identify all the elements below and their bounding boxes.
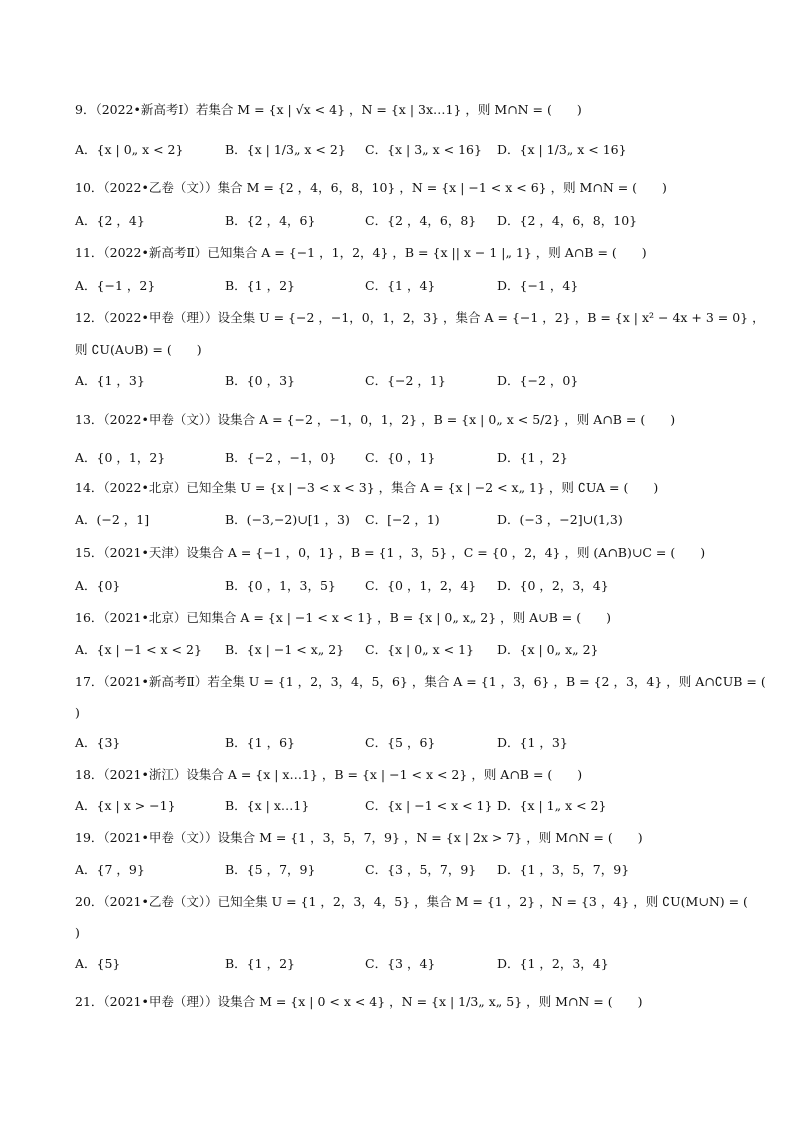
question-9-option-b: B．{x | 1/3„ x < 2}: [225, 142, 346, 157]
question-9-option-a: A．{x | 0„ x < 2}: [75, 142, 184, 157]
question-19-options: [75, 862, 754, 878]
question-20-stem: 20．（2021•乙卷（文））已知全集 U = {1 ，2，3，4，5} ，集合 M = {1 ，2} ，N = {3 ，4} ，则 ∁U(M∪N) = (: [75, 894, 748, 909]
question-21-stem: 21．（2021•甲卷（理））设集合 M = {x | 0 < x < 4} ，N = {x | 1/3„ x„ 5} ，则 M∩N = ( ): [75, 994, 643, 1009]
question-15-options: [75, 578, 754, 594]
question-20-options: [75, 956, 754, 972]
question-13-options: [75, 450, 754, 466]
question-11-option-a: A．{−1 ，2}: [75, 278, 156, 293]
question-15-stem: 15．（2021•天津）设集合 A = {−1 ，0，1} ，B = {1 ，3，5} ，C = {0 ，2，4} ，则 (A∩B)∪C = ( ): [75, 545, 706, 560]
question-20-option-d: D．{1 ，2，3，4}: [497, 956, 609, 971]
question-15-option-a: A．{0}: [75, 578, 121, 593]
question-17-option-b: B．{1 ，6}: [225, 735, 295, 750]
question-18-option-c: C．{x | −1 < x < 1}: [365, 798, 493, 813]
question-15-option-c: C．{0 ，1，2，4}: [365, 578, 477, 593]
question-19-option-a: A．{7 ，9}: [75, 862, 145, 877]
question-20-stem-continued: ): [75, 925, 80, 940]
question-11-option-c: C．{1 ，4}: [365, 278, 436, 293]
question-16-option-a: A．{x | −1 < x < 2}: [75, 642, 202, 657]
question-11-options: [75, 278, 754, 294]
question-9-stem: 9．（2022•新高考Ⅰ）若集合 M = {x | √x < 4} ，N = {x | 3x…1} ，则 M∩N = ( ): [75, 102, 582, 117]
question-20-option-c: C．{3 ，4}: [365, 956, 436, 971]
question-20-option-a: A．{5}: [75, 956, 121, 971]
question-20-option-b: B．{1 ，2}: [225, 956, 295, 971]
question-12-options: [75, 373, 754, 389]
question-14-option-c: C．[−2 ，1): [365, 512, 440, 527]
question-16-options: [75, 642, 754, 658]
question-12-option-b: B．{0 ，3}: [225, 373, 295, 388]
question-17-stem-continued: ): [75, 705, 80, 720]
question-9-options: [75, 142, 754, 158]
question-15-option-b: B．{0 ，1，3，5}: [225, 578, 336, 593]
question-14-option-b: B．(−3,−2)∪[1 ，3): [225, 512, 350, 527]
question-19-stem: 19．（2021•甲卷（文））设集合 M = {1 ，3，5，7，9} ，N = {x | 2x > 7} ，则 M∩N = ( ): [75, 830, 643, 845]
question-11-option-b: B．{1 ，2}: [225, 278, 295, 293]
question-13-option-a: A．{0 ，1，2}: [75, 450, 166, 465]
question-15-option-d: D．{0 ，2，3，4}: [497, 578, 609, 593]
question-13-stem: 13．（2022•甲卷（文））设集合 A = {−2 ，−1，0，1，2} ，B = {x | 0„ x < 5/2} ，则 A∩B = ( ): [75, 412, 676, 427]
question-13-option-b: B．{−2 ，−1，0}: [225, 450, 337, 465]
question-11-stem: 11．（2022•新高考Ⅱ）已知集合 A = {−1 ，1，2，4} ，B = {x || x − 1 |„ 1} ，则 A∩B = ( ): [75, 245, 647, 260]
question-13-option-d: D．{1 ，2}: [497, 450, 568, 465]
question-10-option-b: B．{2 ，4，6}: [225, 213, 316, 228]
question-18-option-d: D．{x | 1„ x < 2}: [497, 798, 607, 813]
question-16-stem: 16．（2021•北京）已知集合 A = {x | −1 < x < 1} ，B = {x | 0„ x„ 2} ，则 A∪B = ( ): [75, 610, 611, 625]
question-13-option-c: C．{0 ，1}: [365, 450, 436, 465]
question-12-option-d: D．{−2 ，0}: [497, 373, 579, 388]
question-16-option-c: C．{x | 0„ x < 1}: [365, 642, 475, 657]
question-11-option-d: D．{−1 ，4}: [497, 278, 579, 293]
question-14-stem: 14．（2022•北京）已知全集 U = {x | −3 < x < 3} ，集合 A = {x | −2 < x„ 1} ，则 ∁UA = ( ): [75, 480, 659, 495]
question-10-stem: 10．（2022•乙卷（文））集合 M = {2 ，4，6，8，10} ，N = {x | −1 < x < 6} ，则 M∩N = ( ): [75, 180, 667, 195]
question-12-option-a: A．{1 ，3}: [75, 373, 145, 388]
question-12-stem-continued: 则 ∁U(A∪B) = ( ): [75, 342, 202, 357]
question-9-option-d: D．{x | 1/3„ x < 16}: [497, 142, 627, 157]
question-16-option-d: D．{x | 0„ x„ 2}: [497, 642, 599, 657]
question-14-option-d: D．(−3 ，−2]∪(1,3): [497, 512, 623, 527]
question-18-option-b: B．{x | x…1}: [225, 798, 310, 813]
question-17-stem: 17．（2021•新高考Ⅱ）若全集 U = {1 ，2，3，4，5，6} ，集合 A = {1 ，3，6} ，B = {2 ，3，4} ，则 A∩∁UB = (: [75, 674, 766, 689]
question-9-option-c: C．{x | 3„ x < 16}: [365, 142, 482, 157]
question-18-option-a: A．{x | x > −1}: [75, 798, 176, 813]
question-17-options: [75, 735, 754, 751]
question-19-option-c: C．{3 ，5，7，9}: [365, 862, 477, 877]
question-12-option-c: C．{−2 ，1}: [365, 373, 446, 388]
question-12-stem: 12．（2022•甲卷（理））设全集 U = {−2 ，−1，0，1，2，3} ，集合 A = {−1 ，2} ，B = {x | x² − 4x + 3 = 0} ，: [75, 310, 765, 325]
question-17-option-d: D．{1 ，3}: [497, 735, 568, 750]
question-18-options: [75, 798, 754, 814]
question-10-options: [75, 213, 754, 229]
question-19-option-b: B．{5 ，7，9}: [225, 862, 316, 877]
question-16-option-b: B．{x | −1 < x„ 2}: [225, 642, 345, 657]
question-10-option-a: A．{2 ，4}: [75, 213, 145, 228]
question-10-option-c: C．{2 ，4，6，8}: [365, 213, 477, 228]
question-17-option-a: A．{3}: [75, 735, 121, 750]
question-19-option-d: D．{1 ，3，5，7，9}: [497, 862, 630, 877]
question-14-option-a: A．(−2 ，1]: [75, 512, 150, 527]
question-17-option-c: C．{5 ，6}: [365, 735, 436, 750]
question-14-options: [75, 512, 754, 528]
question-10-option-d: D．{2 ，4，6，8，10}: [497, 213, 638, 228]
question-18-stem: 18．（2021•浙江）设集合 A = {x | x…1} ，B = {x | −1 < x < 2} ，则 A∩B = ( ): [75, 767, 583, 782]
